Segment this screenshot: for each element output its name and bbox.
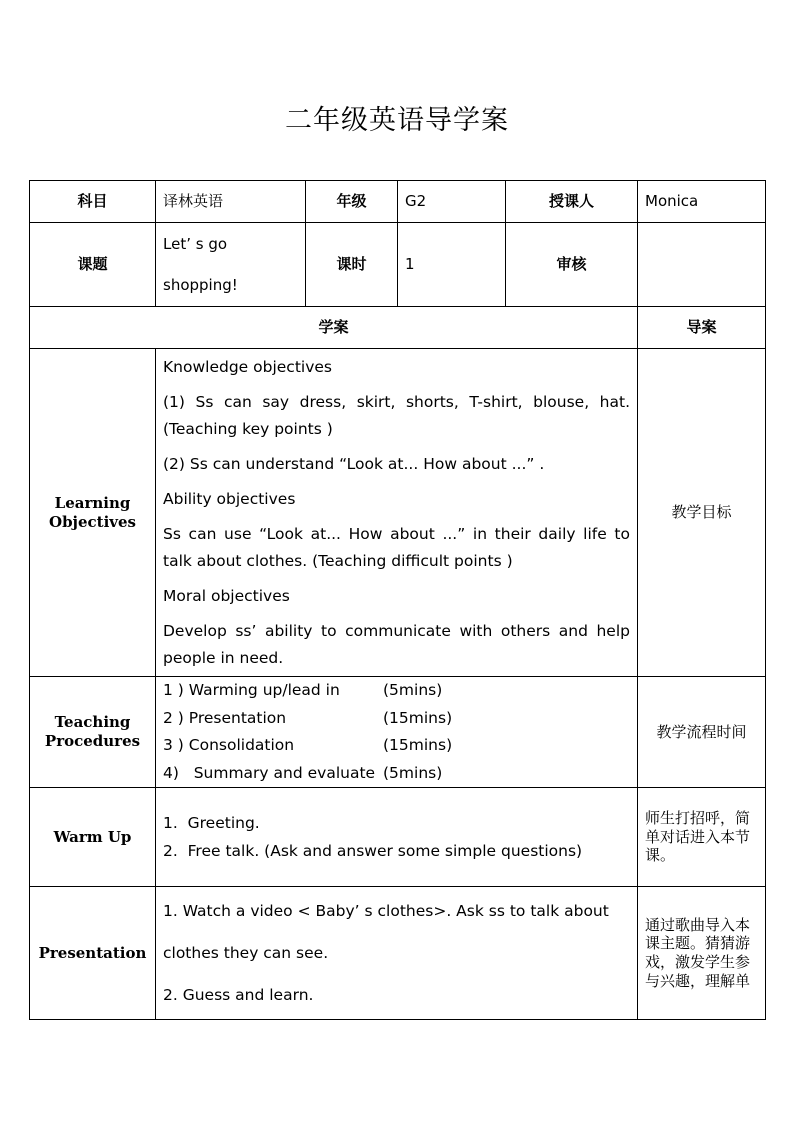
lesson-plan-table xyxy=(29,180,766,1020)
warm-up-note-line-2: 单对话进入本节 xyxy=(645,827,751,846)
presentation-note-line-2: 课主题。猜猜游 xyxy=(645,934,751,953)
warm-up-note xyxy=(638,788,766,887)
warm-up-label: Warm Up xyxy=(30,788,156,887)
procedures-note: 教学流程时间 xyxy=(638,677,766,788)
procedures-row xyxy=(30,677,766,788)
header-row-1 xyxy=(30,181,766,223)
warm-up-note-line-1: 师生打招呼，简 xyxy=(645,808,751,827)
teacher-label: 授课人 xyxy=(506,181,638,223)
procedures-label-line-1: Teaching xyxy=(54,713,131,732)
study-plan-heading: 学案 xyxy=(30,307,638,349)
procedure-step xyxy=(163,732,630,760)
procedure-step-name: 2 ) Presentation xyxy=(163,708,287,727)
objectives-label-line-1: Learning xyxy=(54,493,131,512)
topic-value xyxy=(156,223,306,307)
procedures-label-line-2: Procedures xyxy=(44,732,141,750)
review-label: 审核 xyxy=(506,223,638,307)
objectives-label xyxy=(30,349,156,677)
header-row-2 xyxy=(30,223,766,307)
warm-up-content xyxy=(156,788,638,887)
procedure-step-time: (5mins) xyxy=(383,681,443,699)
presentation-label: Presentation xyxy=(30,887,156,1020)
presentation-row xyxy=(30,887,766,1020)
warm-up-item-2: 2. Free talk. (Ask and answer some simple questions) xyxy=(163,842,583,860)
presentation-note-line-1: 通过歌曲导入本 xyxy=(645,915,751,934)
objectives-label-line-2: Objectives xyxy=(49,512,136,531)
procedures-label xyxy=(30,677,156,788)
procedure-step-time: (15mins) xyxy=(383,708,453,727)
warm-up-row xyxy=(30,788,766,887)
presentation-note xyxy=(638,887,766,1020)
moral-item-1: Develop ss’ ability to communicate with others and help people in need. xyxy=(163,621,630,667)
guide-plan-heading: 导案 xyxy=(638,307,766,349)
presentation-line-2: clothes they can see. xyxy=(163,944,329,962)
ability-title: Ability objectives xyxy=(163,489,296,508)
presentation-note-line-4: 与兴趣，理解单 xyxy=(645,971,751,990)
ability-item-1: Ss can use “Look at... How about ...” in their daily life to talk about clothes. (Teaching difficult points ) xyxy=(163,524,630,570)
topic-line-1: Let’ s go xyxy=(163,234,228,253)
knowledge-title: Knowledge objectives xyxy=(163,357,332,376)
teacher-value: Monica xyxy=(638,181,766,223)
topic-label: 课题 xyxy=(30,223,156,307)
knowledge-item-2: (2) Ss can understand “Look at... How about ...” . xyxy=(163,454,545,473)
knowledge-item-1: (1) Ss can say dress, skirt, shorts, T-shirt, blouse, hat. (Teaching key points ) xyxy=(163,392,630,438)
review-value xyxy=(638,223,766,307)
objectives-content xyxy=(156,349,638,677)
subject-value: 译林英语 xyxy=(156,181,306,223)
presentation-note-line-3: 戏，激发学生参 xyxy=(645,953,751,971)
procedure-step xyxy=(163,705,630,733)
section-head-row xyxy=(30,307,766,349)
procedure-step-name: 1 ) Warming up/lead in xyxy=(163,681,340,699)
procedure-step-name: 4) Summary and evaluate xyxy=(163,763,376,782)
procedure-step-time: (5mins) xyxy=(383,763,443,782)
period-value: 1 xyxy=(398,223,506,307)
procedure-step xyxy=(163,677,630,705)
procedures-content xyxy=(156,677,638,788)
moral-title: Moral objectives xyxy=(163,586,290,605)
objectives-row xyxy=(30,349,766,677)
document-title: 二年级英语导学案 xyxy=(285,105,509,136)
topic-line-2: shopping! xyxy=(163,275,238,294)
procedure-step-name: 3 ) Consolidation xyxy=(163,736,295,754)
warm-up-note-line-3: 课。 xyxy=(645,846,676,865)
period-label: 课时 xyxy=(306,223,398,307)
grade-label: 年级 xyxy=(306,181,398,223)
objectives-note: 教学目标 xyxy=(638,349,766,677)
warm-up-item-1: 1. Greeting. xyxy=(163,814,260,832)
grade-value: G2 xyxy=(398,181,506,223)
procedure-step-time: (15mins) xyxy=(383,736,453,754)
procedure-step xyxy=(163,760,630,788)
presentation-content xyxy=(156,887,638,1020)
presentation-line-1: 1. Watch a video < Baby’ s clothes>. Ask ss to talk about xyxy=(163,902,609,920)
subject-label: 科目 xyxy=(30,181,156,223)
presentation-line-3: 2. Guess and learn. xyxy=(163,986,314,1004)
